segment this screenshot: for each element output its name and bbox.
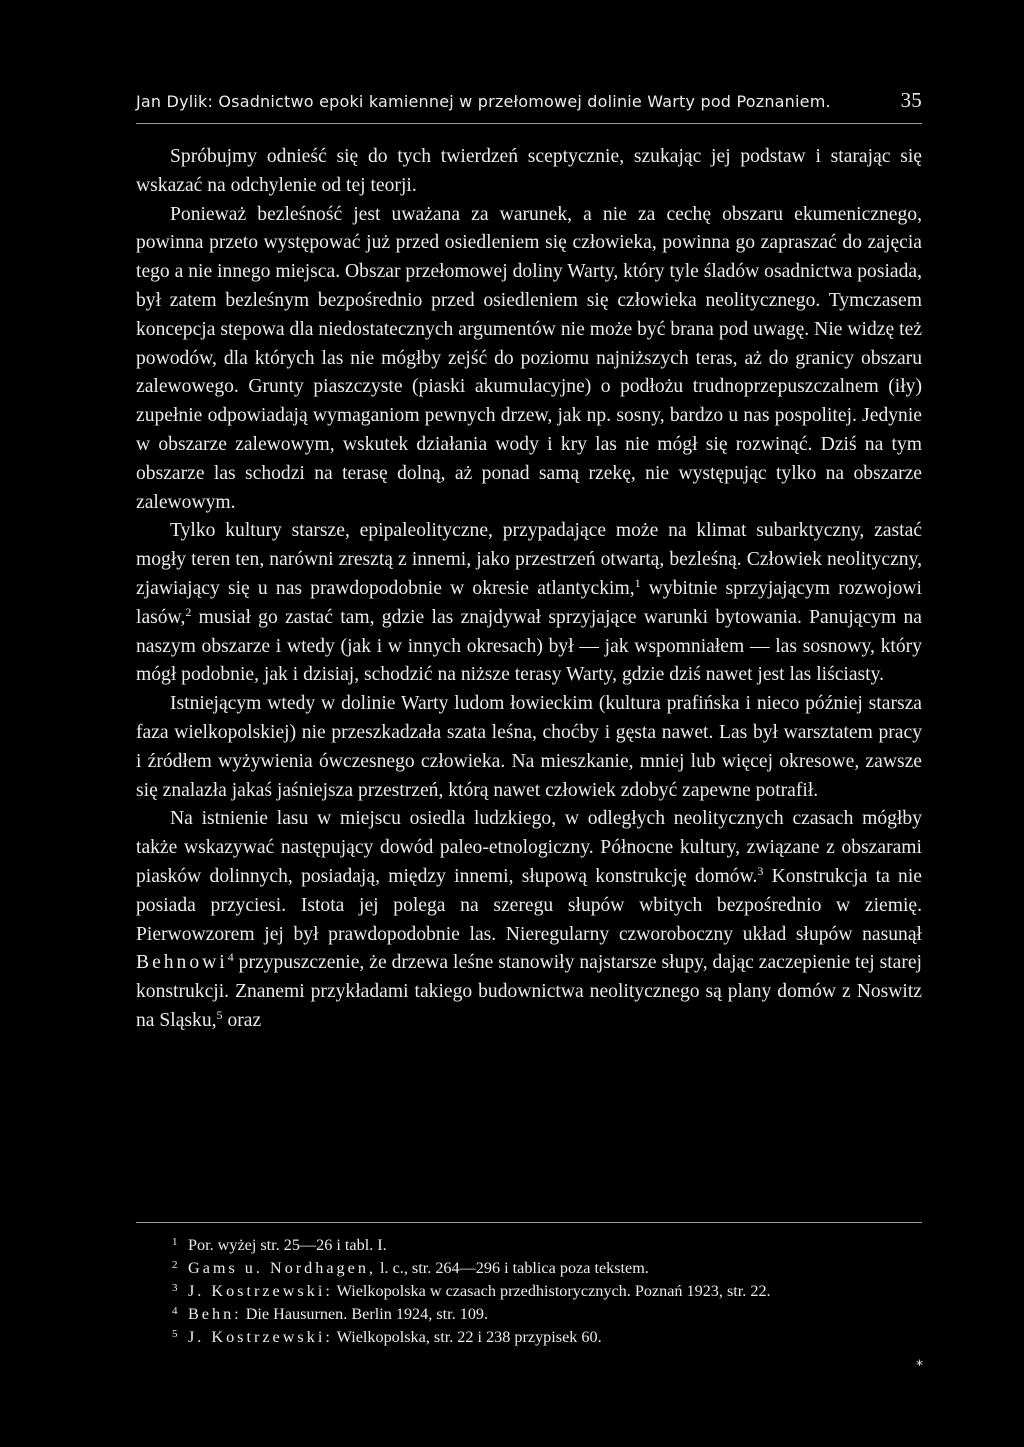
main-text	[136, 143, 922, 1036]
footnote-ref-5: 5	[216, 1007, 223, 1022]
running-title: Jan Dylik: Osadnictwo epoki kamiennej w przełomowej dolinie Warty pod Poznaniem.	[136, 92, 831, 111]
footnote-number: 5	[172, 1328, 178, 1340]
footnote-ref-4: 4	[227, 950, 234, 965]
footnote-number: 2	[172, 1259, 178, 1271]
paragraph-5-part-d: oraz	[222, 1009, 262, 1031]
footnote-text: Die Hausurnen. Berlin 1924, str. 109.	[241, 1305, 489, 1323]
footnote-ref-1: 1	[634, 575, 641, 590]
paragraph-5-part-b: Konstrukcja ta nie posiada przyciesi. Istota jej polega na szeregu słupów wbitych bezpośrednio w ziemię. Pierwowzorem jej był prawdopodobnie las. Nieregularny czworoboczny układ słupów nasunął	[136, 865, 922, 945]
footnote-rule	[136, 1222, 922, 1223]
paragraph-3	[136, 517, 922, 690]
paragraph-4: Istniejącym wtedy w dolinie Warty ludom łowieckim (kultura prafińska i nieco później starsza faza wielkopolskiej) nie przeszkadzała szata leśna, choćby i gęsta nawet. Las był warsztatem pracy i źródłem wyżywienia ówczesnego człowieka. Na mieszkanie, mniej lub więcej okresowe, zawsze się znalazła jakaś jaśniejsza przestrzeń, którą nawet człowiek zdobyć zapewne potrafił.	[136, 693, 922, 801]
footnote-number: 1	[172, 1236, 178, 1248]
footnote-number: 4	[172, 1305, 178, 1317]
footnote-author: J. Kostrzewski:	[188, 1328, 333, 1346]
paragraph-3-part-b: wybitnie sprzyjającym rozwojowi lasów,	[136, 577, 922, 628]
spaced-author-name: Behnowi	[136, 952, 228, 974]
footnote-text: Por. wyżej str. 25—26 i tabl. I.	[188, 1236, 387, 1254]
footnote-5	[172, 1324, 932, 1347]
footnote-text: Wielkopolska, str. 22 i 238 przypisek 60.	[332, 1328, 602, 1346]
footnote-text: l. c., str. 264—296 i tablica poza tekstem.	[375, 1259, 649, 1277]
footnote-author: Behn:	[188, 1305, 242, 1323]
footnote-3	[172, 1278, 932, 1301]
signature-mark: *	[916, 1358, 923, 1374]
footnote-text: Wielkopolska w czasach przedhistorycznych. Poznań 1923, str. 22.	[332, 1282, 771, 1300]
footnote-number: 3	[172, 1282, 178, 1294]
footnotes	[172, 1232, 932, 1347]
header-rule	[136, 123, 922, 124]
running-header	[136, 88, 922, 113]
paragraph-1: Spróbujmy odnieść się do tych twierdzeń sceptycznie, szukając jej podstaw i starając się wskazać na odchylenie od tej teorji.	[136, 146, 922, 196]
paragraph-3-part-c: musiał go zastać tam, gdzie las znajdywał sprzyjające warunki bytowania. Panującym na naszym obszarze i wtedy (jak i w innych okresach) był — jak wspomniałem — las sosnowy, który mógł podobnie, jak i dzisiaj, schodzić na niższe terasy Warty, gdzie dziś nawet jest las liściasty.	[136, 606, 922, 686]
paragraph-2: Ponieważ bezleśność jest uważana za warunek, a nie za cechę obszaru ekumenicznego, powinna przeto występować już przed osiedleniem się człowieka, powinna go zapraszać do zajęcia tego a nie innego miejsca. Obszar przełomowej doliny Warty, który tyle śladów osadnictwa posiada, był zatem bezleśnym bezpośrednio przed osiedleniem się człowieka neolitycznego. Tymczasem koncepcja stepowa dla niedostatecznych argumentów nie może być brana pod uwagę. Nie widzę też powodów, dla których las nie mógłby zejść do poziomu najniższych teras, aż do granicy obszaru zalewowego. Grunty piaszczyste (piaski akumulacyjne) o podłożu trudnoprzepuszczalnem (iły) zupełnie odpowiadają wymaganiom pewnych drzew, jak np. sosny, bardzo u nas pospolitej. Jedynie w obszarze zalewowym, wskutek działania wody i kry las nie mógł się rozwinąć. Dziś na tym obszarze las schodzi na terasę dolną, aż ponad samą rzekę, nie występując tylko na obszarze zalewowym.	[136, 203, 922, 513]
footnote-author: J. Kostrzewski:	[188, 1282, 333, 1300]
footnote-2	[172, 1255, 932, 1278]
page-number: 35	[900, 88, 922, 112]
paragraph-5-part-a: Na istnienie lasu w miejscu osiedla ludzkiego, w odległych neolitycznych czasach mógłby także wskazywać następujący dowód paleo-etnologiczny. Północne kultury, związane z obszarami piasków dolinnych, posiadają, między innemi, słupową konstrukcję domów.	[136, 808, 922, 887]
paragraph-5-part-c: przypuszczenie, że drzewa leśne stanowiły najstarsze słupy, dając zaczepienie tej starej konstrukcji. Znanemi przykładami takiego budownictwa neolitycznego są plany domów z Noswitz na Sląsku,	[136, 952, 922, 1031]
paragraph-5	[136, 805, 922, 1035]
footnote-4	[172, 1301, 932, 1324]
paragraph-3-part-a: Tylko kultury starsze, epipaleolityczne, przypadające może na klimat subarktyczny, zastać mogły teren ten, narówni zresztą z innemi, jako przestrzeń otwartą, bezleśną. Człowiek neolityczny, zjawiający się u nas prawdopodobnie w okresie atlantyckim,	[136, 520, 922, 599]
footnote-ref-2: 2	[185, 604, 192, 619]
footnote-author: Gams u. Nordhagen,	[188, 1259, 376, 1277]
footnote-1	[172, 1232, 932, 1255]
footnote-ref-3: 3	[757, 863, 764, 878]
